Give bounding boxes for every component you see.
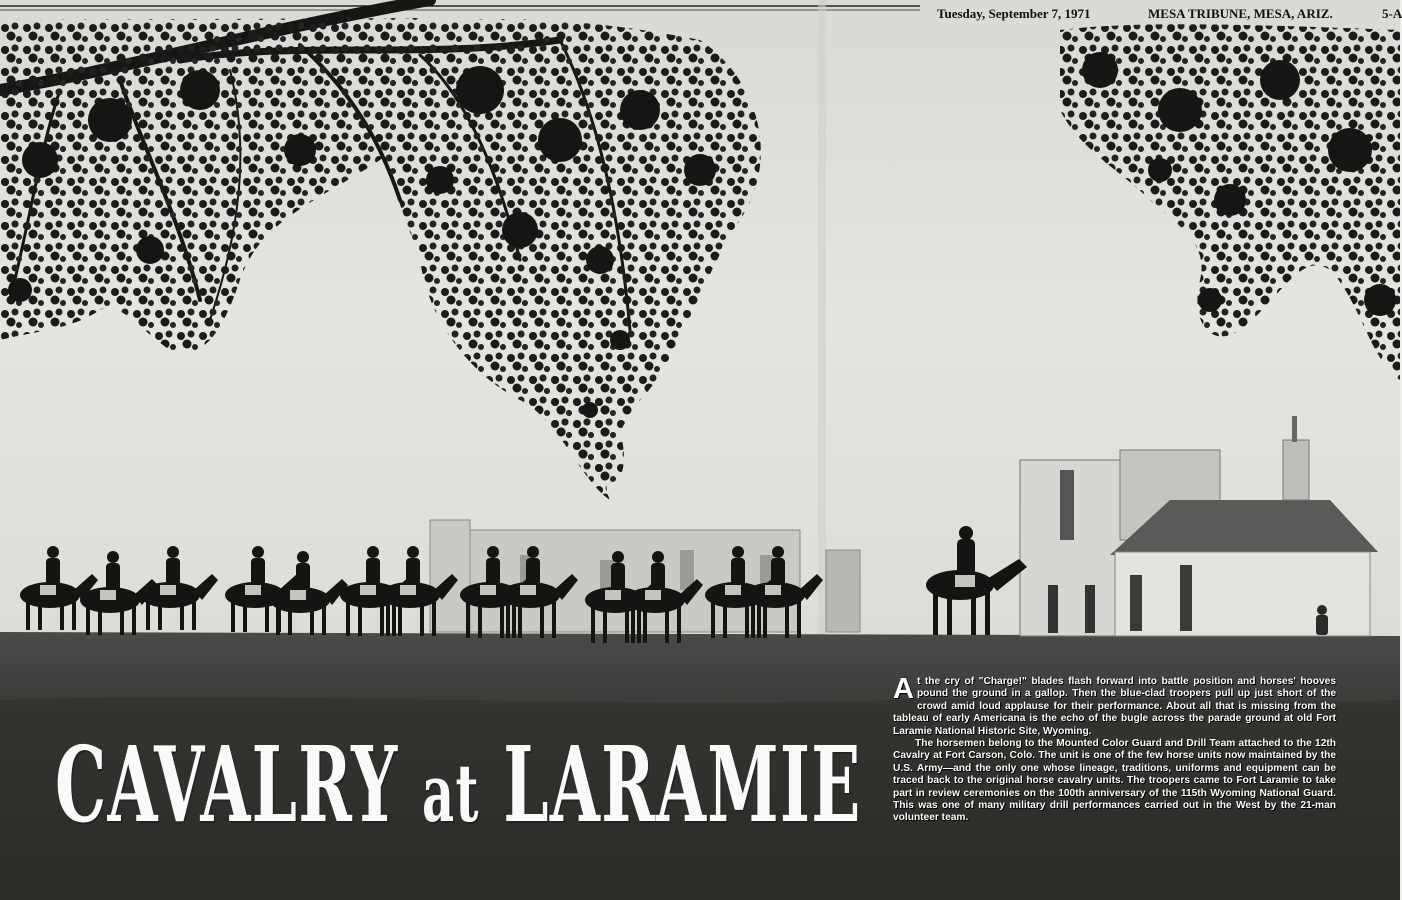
headline [55,720,862,850]
caption-text-1: t the cry of "Charge!" blades flash forward into battle position and horses' hooves pound the ground in a gallop. Then the blue-clad troopers pull up just short of the crowd amid loud applause for their performance. About all that is missing from the tableau of early Americana is the echo of the bugle across the parade ground at old Fort Laramie National Historic Site, Wyoming. [893,676,1336,737]
headline-word-at: at [422,746,480,840]
caption-paragraph-2: The horsemen belong to the Mounted Color Guard and Drill Team attached to the 12th Cavalry at Fort Carson, Colo. The unit is one of the few horse units now maintained by the U.S. Army—and the only one whose lineage, traditions, uniforms and equipment can be traced back to the original horse cavalry units. The troopers came to Fort Laramie to take part in review ceremonies on the 100th anniversary of the 115th Wyoming National Guard. This was one of many military drill performances carried out in the West by the 21-man volunteer team. [893,738,1336,824]
page-number: 5-A [1382,6,1402,21]
headline-word-laramie: LARAMIE [503,723,862,846]
masthead [930,4,1400,24]
caption-paragraph-1 [893,673,1336,738]
headline-word-cavalry: CAVALRY [55,723,399,846]
drop-cap: A [893,673,914,705]
paper-name: MESA TRIBUNE, MESA, ARIZ. [1148,6,1333,21]
issue-date: Tuesday, September 7, 1971 [937,6,1091,21]
photo-caption [893,673,1336,825]
